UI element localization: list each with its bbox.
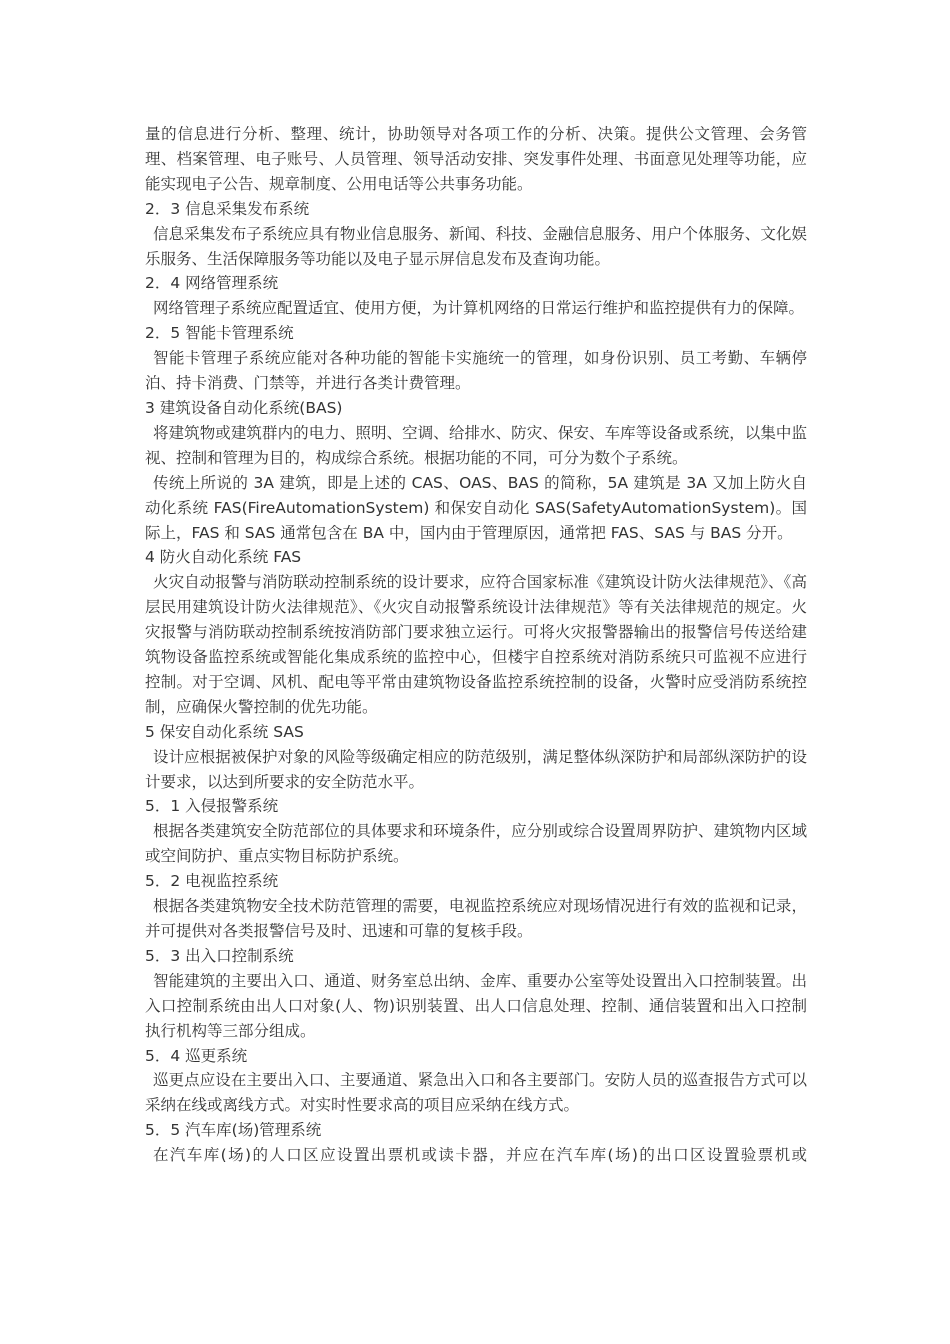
- heading-2-4: 2．4 网络管理系统: [145, 274, 279, 293]
- heading-4: 4 防火自动化系统 FAS: [145, 548, 302, 567]
- paragraph-fas: 火灾自动报警与消防联动控制系统的设计要求，应符合国家标准《建筑设计防火法律规范》、《高层民用建筑设计防火法律规范》、《火灾自动报警系统设计法律规范》等有关法律规范的规定。火灾报警与消防联动控制系统按消防部门要求独立运行。可将火灾报警器输出的报警信号传送给建筑物设备监控系统或智能化集成系统的监控中心，但楼宇自控系统对消防系统只可监视不应进行控制。对于空调、风机、配电等平常由建筑物设备监控系统控制的设备，火警时应受消防系统控制，应确保火警控制的优先功能。: [145, 573, 807, 716]
- heading-3: 3 建筑设备自动化系统(BAS): [145, 398, 343, 417]
- heading-5: 5 保安自动化系统 SAS: [145, 722, 304, 741]
- heading-5-2: 5．2 电视监控系统: [145, 872, 279, 891]
- paragraph-access-control: 智能建筑的主要出入口、通道、财务室总出纳、金库、重要办公室等处设置出入口控制装置。出入口控制系统由出人口对象(人、物)识别装置、出人口信息处理、控制、通信装置和出入口控制执行机构等三部分组成。: [145, 971, 807, 1040]
- heading-5-5: 5．5 汽车库(场)管理系统: [145, 1121, 322, 1140]
- heading-2-3: 2．3 信息采集发布系统: [145, 199, 310, 218]
- paragraph-parking: 在汽车库(场)的人口区应设置出票机或读卡器，并应在汽车库(场)的出口区设置验票机或: [153, 1146, 807, 1165]
- paragraph-cctv: 根据各类建筑物安全技术防范管理的需要，电视监控系统应对现场情况进行有效的监视和记录，并可提供对各类报警信号及时、迅速和可靠的复核手段。: [145, 897, 807, 940]
- paragraph-bas-intro: 将建筑物或建筑群内的电力、照明、空调、给排水、防灾、保安、车库等设备或系统，以集中监视、控制和管理为目的，构成综合系统。根据功能的不同，可分为数个子系统。: [145, 423, 807, 467]
- heading-5-3: 5．3 出入口控制系统: [145, 946, 294, 965]
- document-page: [145, 122, 807, 1168]
- paragraph-office-functions: 量的信息进行分析、整理、统计，协助领导对各项工作的分析、决策。提供公文管理、会务管理、档案管理、电子账号、人员管理、领导活动安排、突发事件处理、书面意见处理等功能，应能实现电子公告、规章制度、公用电话等公共事务功能。: [145, 125, 807, 193]
- paragraph-info-publish: 信息采集发布子系统应具有物业信息服务、新闻、科技、金融信息服务、用户个体服务、文化娱乐服务、生活保障服务等功能以及电子显示屏信息发布及查询功能。: [145, 224, 807, 268]
- heading-2-5: 2．5 智能卡管理系统: [145, 324, 294, 343]
- paragraph-intrusion-alarm: 根据各类建筑安全防范部位的具体要求和环境条件，应分别或综合设置周界防护、建筑物内区域或空间防护、重点实物目标防护系统。: [145, 822, 807, 866]
- heading-5-1: 5．1 入侵报警系统: [145, 797, 279, 816]
- paragraph-smart-card: 智能卡管理子系统应能对各种功能的智能卡实施统一的管理，如身份识别、员工考勤、车辆停泊、持卡消费、门禁等，并进行各类计费管理。: [145, 349, 807, 393]
- paragraph-3a-5a: 传统上所说的 3A 建筑，即是上述的 CAS、OAS、BAS 的简称，5A 建筑是 3A 又加上防火自动化系统 FAS(FireAutomationSystem) 和保安自动化 SAS(SafetyAutomationSystem)。国际上，FAS 和 SAS 通常包含在 BA 中，国内由于管理原因，通常把 FAS、SAS 与 BAS 分开。: [145, 473, 807, 542]
- paragraph-patrol: 巡更点应设在主要出入口、主要通道、紧急出入口和各主要部门。安防人员的巡查报告方式可以采纳在线或离线方式。对实时性要求高的项目应采纳在线方式。: [145, 1071, 807, 1115]
- paragraph-sas: 设计应根据被保护对象的风险等级确定相应的防范级别，满足整体纵深防护和局部纵深防护的设计要求，以达到所要求的安全防范水平。: [145, 747, 807, 791]
- heading-5-4: 5．4 巡更系统: [145, 1046, 248, 1065]
- paragraph-network-mgmt: 网络管理子系统应配置适宜、使用方便，为计算机网络的日常运行维护和监控提供有力的保障。: [153, 299, 805, 318]
